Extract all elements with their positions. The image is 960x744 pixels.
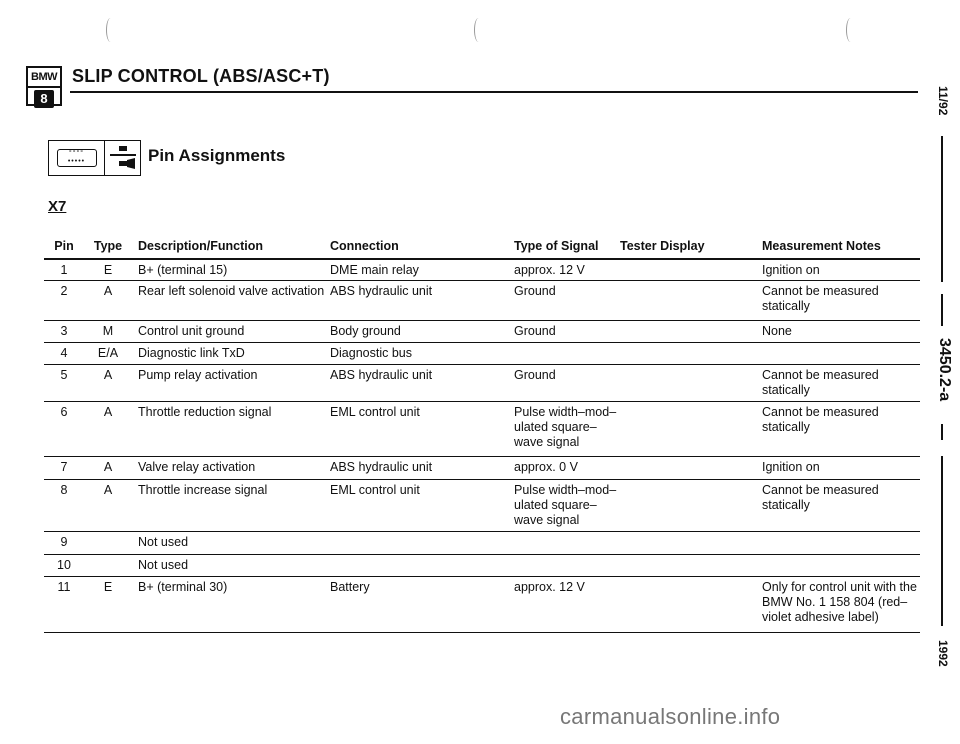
cell-description: Control unit ground: [138, 324, 245, 338]
header-pin: Pin: [54, 239, 74, 253]
scan-mark-right: [846, 18, 855, 42]
cell-connection: Battery: [330, 580, 370, 594]
cell-connection: EML control unit: [330, 405, 420, 419]
cell-description: Throttle increase signal: [138, 483, 268, 497]
cell-pin: 11: [57, 580, 71, 594]
header-rule: [70, 91, 918, 93]
cell-type: A: [103, 284, 113, 298]
cell-pin: 9: [60, 535, 68, 549]
cell-type: M: [102, 324, 114, 338]
table-row: [44, 321, 920, 343]
cell-type: E/A: [97, 346, 119, 360]
cell-description: Pump relay activation: [138, 368, 258, 382]
cell-connection: DME main relay: [330, 263, 419, 277]
cell-type: E: [103, 263, 113, 277]
cell-signal: approx. 12 V: [514, 580, 585, 594]
cell-notes: Cannot be measured statically: [762, 405, 879, 434]
cell-description: Not used: [138, 535, 189, 549]
header-measurement-notes: Measurement Notes: [762, 239, 881, 253]
cell-pin: 7: [60, 460, 68, 474]
cell-notes: Ignition on: [762, 263, 820, 277]
margin-year: 1992: [936, 640, 950, 667]
section-title: Pin Assignments: [148, 146, 286, 165]
table-header: [44, 238, 920, 260]
header-signal-type: Type of Signal: [514, 239, 599, 253]
table-row: [44, 577, 920, 633]
table-row: [44, 343, 920, 365]
pin-assignment-icon: [48, 140, 141, 176]
margin-rule: [941, 136, 943, 282]
cell-pin: 5: [60, 368, 68, 382]
cell-description: Throttle reduction signal: [138, 405, 272, 419]
cell-signal: approx. 12 V: [514, 263, 585, 277]
table-row: [44, 555, 920, 577]
cell-notes: Ignition on: [762, 460, 820, 474]
table-row: [44, 457, 920, 480]
cell-description: Valve relay activation: [138, 460, 256, 474]
cell-type: A: [103, 405, 113, 419]
bmw-8-logo: [26, 66, 62, 106]
cell-type: A: [103, 483, 113, 497]
table-row: [44, 532, 920, 555]
table-row: [44, 365, 920, 402]
margin-rule: [941, 456, 943, 626]
table-row: [44, 480, 920, 532]
scan-mark-center: [474, 18, 483, 42]
cell-type: A: [103, 368, 113, 382]
cell-signal: approx. 0 V: [514, 460, 578, 474]
cell-type: E: [103, 580, 113, 594]
cell-pin: 10: [57, 558, 71, 572]
cell-description: B+ (terminal 30): [138, 580, 228, 594]
margin-rule: [941, 424, 943, 440]
cell-notes: Only for control unit with the BMW No. 1 158 804 (red–violet adhesive label): [762, 580, 917, 624]
cell-connection: Diagnostic bus: [330, 346, 412, 360]
cell-connection: ABS hydraulic unit: [330, 284, 433, 298]
cell-connection: EML control unit: [330, 483, 420, 497]
header-tester-display: Tester Display: [620, 239, 705, 253]
cell-description: B+ (terminal 15): [138, 263, 228, 277]
margin-rule: [941, 294, 943, 326]
watermark: carmanualsonline.info: [560, 704, 781, 729]
logo-bmw-text: BMW: [28, 68, 60, 88]
cell-pin: 6: [60, 405, 68, 419]
header-description: Description/Function: [138, 239, 263, 253]
cell-pin: 3: [60, 324, 68, 338]
cell-description: Not used: [138, 558, 189, 572]
cell-type: A: [103, 460, 113, 474]
table-row: [44, 402, 920, 457]
cell-notes: Cannot be measured statically: [762, 483, 879, 512]
scan-mark-left: [106, 18, 115, 42]
cell-signal: Ground: [514, 368, 556, 382]
cell-description: Diagnostic link TxD: [138, 346, 245, 360]
pin-assignment-table: [44, 238, 920, 633]
cell-connection: Body ground: [330, 324, 401, 338]
connector-icon: °°°° •••••: [49, 141, 105, 175]
cell-description: Rear left solenoid valve activation: [138, 284, 325, 298]
cell-pin: 2: [60, 284, 68, 298]
table-row: [44, 281, 920, 321]
margin-page-number: 3450.2-a: [936, 338, 953, 402]
cell-notes: Cannot be measured statically: [762, 368, 879, 397]
cell-pin: 8: [60, 483, 68, 497]
margin-date: 11/92: [936, 86, 950, 116]
table-row: [44, 260, 920, 281]
header-type: Type: [93, 239, 123, 253]
cell-signal: Ground: [514, 324, 556, 338]
cell-notes: Cannot be measured statically: [762, 284, 879, 313]
cell-connection: ABS hydraulic unit: [330, 460, 433, 474]
plug-icon: [105, 141, 140, 175]
cell-signal: Ground: [514, 284, 556, 298]
cell-signal: Pulse width–mod– ulated square– wave signal: [514, 483, 617, 527]
cell-pin: 1: [60, 263, 68, 277]
logo-model-number: 8: [34, 90, 54, 108]
cell-pin: 4: [60, 346, 68, 360]
header-connection: Connection: [330, 239, 399, 253]
page-title: SLIP CONTROL (ABS/ASC+T): [72, 66, 330, 86]
connector-id: X7: [48, 198, 67, 215]
cell-signal: Pulse width–mod– ulated square– wave signal: [514, 405, 617, 449]
cell-connection: ABS hydraulic unit: [330, 368, 433, 382]
cell-notes: None: [762, 324, 792, 338]
